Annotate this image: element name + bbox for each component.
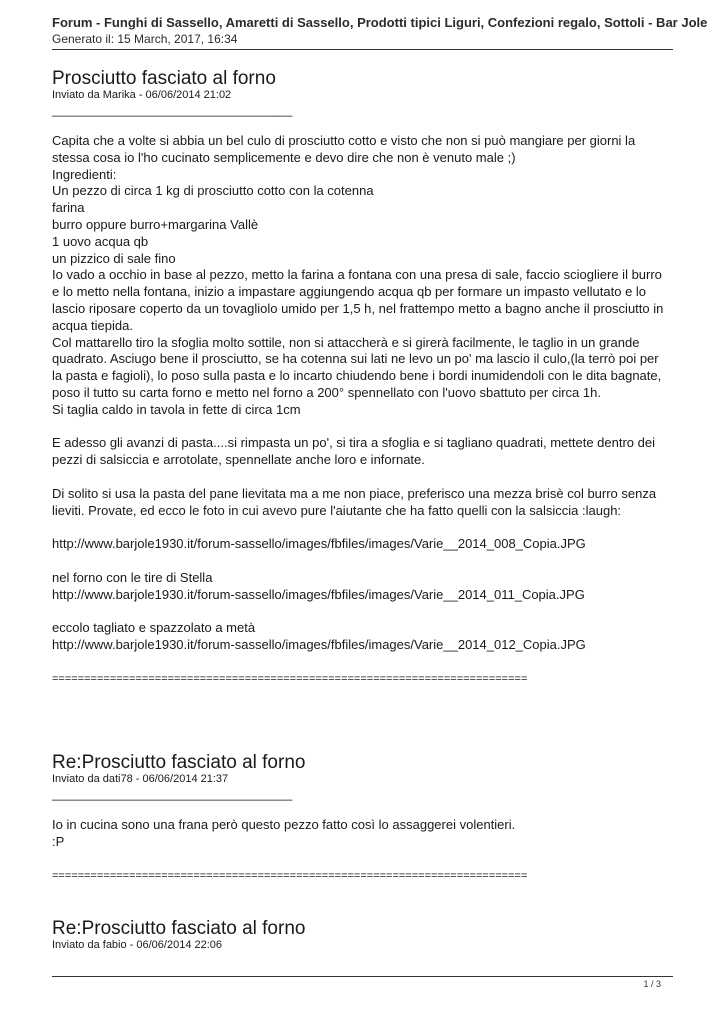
post-paragraph: Io vado a occhio in base al pezzo, metto la farina a fontana con una presa di sale, faccio sciogliere il burro e lo metto nella fontana, inizio a impastare aggiungendo acqua qb per formare un impasto vellutato e lo lascio riposare coperto da un tovagliolo umido per 1,5 h, nel frattempo metto a bagno anche il prosciutto in acqua tiepida. — [52, 267, 664, 333]
post-line: burro oppure burro+margarina Vallè — [52, 216, 259, 232]
forum-post-3 — [52, 919, 672, 951]
post-meta: Inviato da Marika - 06/06/2014 21:02 — [52, 89, 232, 101]
image-url-2: http://www.barjole1930.it/forum-sassello/images/fbfiles/images/Varie__2014_011_Copia.JPG — [52, 586, 585, 602]
blank-line — [52, 469, 672, 486]
blank-line — [52, 553, 672, 570]
post-title: Re:Prosciutto fasciato al forno — [52, 918, 306, 939]
post-paragraph: Di solito si usa la pasta del pane lievitata ma a me non piace, preferisco una mezza brisè col burro senza lieviti. Provate, ed ecco le foto in cui avevo pure l'aiutante che ha fatto quelli con la salsiccia :laugh: — [52, 485, 657, 518]
page-number: 1 / 3 — [643, 979, 661, 989]
header-divider — [52, 49, 673, 50]
image-url-1: http://www.barjole1930.it/forum-sassello/images/fbfiles/images/Varie__2014_008_Copia.JPG — [52, 536, 586, 552]
post-line: Io in cucina sono una frana però questo pezzo fatto così lo assaggerei volentieri. — [52, 817, 516, 832]
post-line: Ingredienti: — [52, 166, 117, 182]
blank-line — [52, 603, 672, 620]
post-meta: Inviato da dati78 - 06/06/2014 21:37 — [52, 773, 229, 785]
post-separator: ========================================================================== — [52, 869, 528, 882]
post-line: farina — [52, 200, 85, 216]
post-paragraph: E adesso gli avanzi di pasta....si rimpasta un po', si tira a sfoglia e si tagliano quadrati, mettete dentro dei pezzi di salsiccia e arrotolate, spennellate anche loro e infornate. — [52, 435, 655, 468]
post-paragraph: Col mattarello tiro la sfoglia molto sottile, non si attaccherà e si girerà facilmente, le taglio in un grande quadrato. Asciugo bene il prosciutto, se ha cotenna sui lati ne levo un po' ma lascio il culo,(la terrò poi per la pasta e fagioli), lo poso sulla pasta e lo incarto chiudendo bene i bordi inumidendoli con le dita bagnate, poso il tutto su carta forno e metto nel forno a 200° spennellato con l'uovo sbattuto per circa 1h. — [52, 334, 662, 400]
post-line: Un pezzo di circa 1 kg di prosciutto cotto con la cotenna — [52, 183, 374, 199]
blank-line — [52, 519, 672, 536]
post-line: Si taglia caldo in tavola in fette di circa 1cm — [52, 401, 301, 417]
post-line: nel forno con le tire di Stella — [52, 569, 213, 585]
forum-post-2 — [52, 753, 672, 883]
footer-divider — [52, 976, 673, 977]
post-title-underline: ____________________________________ — [52, 787, 293, 801]
post-paragraph: Capita che a volte si abbia un bel culo di prosciutto cotto e visto che non si può mangiare per giorni la stessa cosa io l'ho cucinato semplicemente e devo dire che non è venuto male ;) — [52, 133, 636, 165]
post-separator: ========================================================================== — [52, 672, 528, 685]
post-title-underline: ____________________________________ — [52, 103, 293, 117]
post-line: :P — [52, 833, 65, 849]
page-header — [52, 14, 725, 47]
document-title: Forum - Funghi di Sassello, Amaretti di Sassello, Prodotti tipici Liguri, Confezioni regalo, Sottoli - Bar Jole — [52, 15, 708, 30]
post-line: un pizzico di sale fino — [52, 250, 176, 266]
blank-line — [52, 419, 672, 436]
generated-date: Generato il: 15 March, 2017, 16:34 — [52, 32, 238, 46]
post-line: 1 uovo acqua qb — [52, 233, 149, 249]
post-body — [52, 817, 672, 851]
image-url-3: http://www.barjole1930.it/forum-sassello/images/fbfiles/images/Varie__2014_012_Copia.JPG — [52, 636, 586, 652]
post-title: Re:Prosciutto fasciato al forno — [52, 752, 306, 773]
post-line: eccolo tagliato e spazzolato a metà — [52, 620, 256, 636]
post-title: Prosciutto fasciato al forno — [52, 68, 276, 89]
forum-post-1 — [52, 69, 672, 686]
post-body — [52, 133, 672, 654]
post-meta: Inviato da fabio - 06/06/2014 22:06 — [52, 939, 223, 951]
